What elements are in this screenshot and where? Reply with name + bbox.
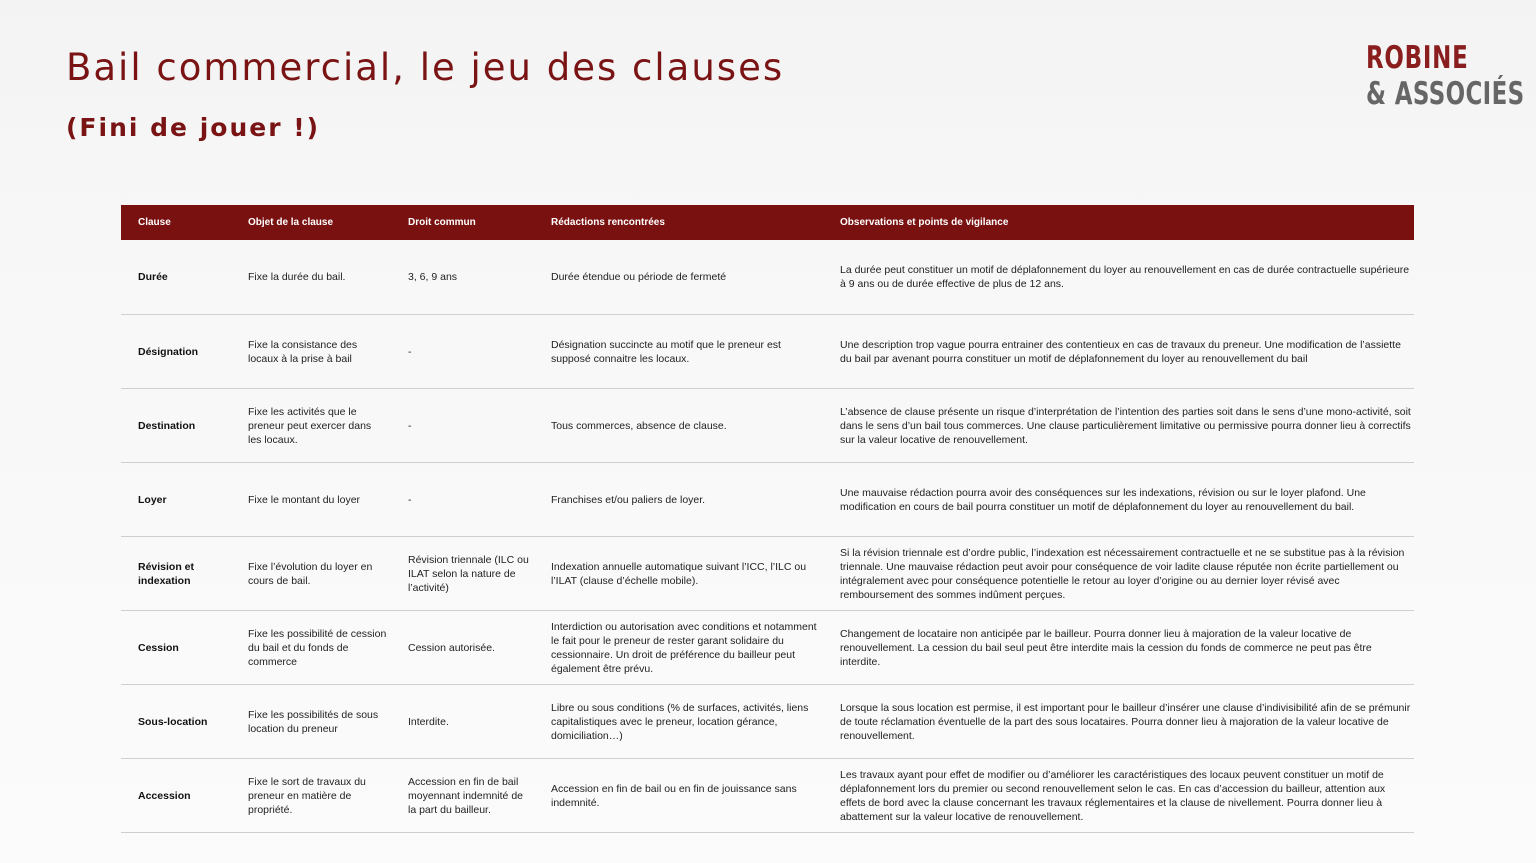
cell-objet: Fixe le sort de travaux du preneur en matière de propriété. — [231, 759, 391, 833]
cell-redactions: Franchises et/ou paliers de loyer. — [534, 463, 823, 537]
cell-objet: Fixe l’évolution du loyer en cours de bail. — [231, 537, 391, 611]
cell-observations: Les travaux ayant pour effet de modifier ou d’améliorer les caractéristiques des locaux peuvent constituer un motif de déplafonnement lors du premier ou second renouvellement selon le cas. En cas d’accession du bailleur, attention aux effets de bord avec la clause concernant les travaux réglementaires et la clause de nivellement. Pourra donner lieu à abattement sur la valeur locative de renouvellement. — [823, 759, 1414, 833]
cell-observations: Changement de locataire non anticipée par le bailleur. Pourra donner lieu à majoration de la valeur locative de renouvellement. La cession du bail seul peut être interdite mais la cession du fonds de commerce ne peut pas être interdite. — [823, 611, 1414, 685]
cell-objet: Fixe les activités que le preneur peut exercer dans les locaux. — [231, 389, 391, 463]
cell-objet: Fixe la consistance des locaux à la prise à bail — [231, 315, 391, 389]
logo-line-2: & ASSOCIÉS — [1366, 76, 1525, 112]
cell-droit-commun: - — [391, 389, 534, 463]
table-row — [121, 537, 1414, 611]
column-header-objet: Objet de la clause — [231, 205, 391, 240]
cell-redactions: Interdiction ou autorisation avec conditions et notamment le fait pour le preneur de rester garant solidaire du cessionnaire. Un droit de préférence du bailleur peut également être prévu. — [534, 611, 823, 685]
page-subtitle: (Fini de jouer !) — [66, 113, 321, 142]
table-row — [121, 463, 1414, 537]
cell-clause: Loyer — [121, 463, 231, 537]
cell-droit-commun: - — [391, 315, 534, 389]
cell-observations: La durée peut constituer un motif de déplafonnement du loyer au renouvellement en cas de durée contractuelle supérieure à 9 ans ou de durée effective de plus de 12 ans. — [823, 240, 1414, 315]
cell-clause: Cession — [121, 611, 231, 685]
page-title: Bail commercial, le jeu des clauses — [66, 46, 785, 89]
cell-clause: Accession — [121, 759, 231, 833]
table-row — [121, 685, 1414, 759]
table-header-row — [121, 205, 1414, 240]
cell-clause: Révision et indexation — [121, 537, 231, 611]
cell-redactions: Désignation succincte au motif que le preneur est supposé connaitre les locaux. — [534, 315, 823, 389]
clauses-table — [121, 205, 1414, 833]
table-row — [121, 389, 1414, 463]
logo-line-1: ROBINE — [1366, 40, 1469, 76]
cell-redactions: Durée étendue ou période de fermeté — [534, 240, 823, 315]
cell-observations: Si la révision triennale est d’ordre public, l’indexation est nécessairement contractuelle et ne se substitue pas à la révision triennale. Une mauvaise rédaction peut avoir pour conséquence de voir ladite clause réputée non écrite partiellement ou intégralement avec pour conséquence potentielle le retour au loyer d’origine ou au dernier loyer révisé avec remboursement des sommes indûment perçues. — [823, 537, 1414, 611]
table-row — [121, 315, 1414, 389]
cell-clause: Durée — [121, 240, 231, 315]
cell-droit-commun: 3, 6, 9 ans — [391, 240, 534, 315]
cell-objet: Fixe les possibilité de cession du bail et du fonds de commerce — [231, 611, 391, 685]
company-logo — [1366, 40, 1525, 112]
cell-objet: Fixe le montant du loyer — [231, 463, 391, 537]
cell-droit-commun: Cession autorisée. — [391, 611, 534, 685]
cell-redactions: Indexation annuelle automatique suivant l’ICC, l’ILC ou l’ILAT (clause d’échelle mobile). — [534, 537, 823, 611]
cell-clause: Destination — [121, 389, 231, 463]
column-header-droit-commun: Droit commun — [391, 205, 534, 240]
cell-objet: Fixe la durée du bail. — [231, 240, 391, 315]
cell-objet: Fixe les possibilités de sous location du preneur — [231, 685, 391, 759]
cell-droit-commun: - — [391, 463, 534, 537]
cell-droit-commun: Accession en fin de bail moyennant indemnité de la part du bailleur. — [391, 759, 534, 833]
cell-clause: Désignation — [121, 315, 231, 389]
cell-observations: L’absence de clause présente un risque d’interprétation de l’intention des parties soit dans le sens d’une mono-activité, soit dans le sens d’un bail tous commerces. Une clause particulièrement limitative ou permissive pourra donner lieu à correctifs sur la valeur locative de renouvellement. — [823, 389, 1414, 463]
cell-redactions: Libre ou sous conditions (% de surfaces, activités, liens capitalistiques avec le preneur, location gérance, domiciliation…) — [534, 685, 823, 759]
column-header-observations: Observations et points de vigilance — [823, 205, 1414, 240]
table-row — [121, 240, 1414, 315]
table-row — [121, 759, 1414, 833]
cell-redactions: Accession en fin de bail ou en fin de jouissance sans indemnité. — [534, 759, 823, 833]
cell-droit-commun: Interdite. — [391, 685, 534, 759]
column-header-clause: Clause — [121, 205, 231, 240]
cell-redactions: Tous commerces, absence de clause. — [534, 389, 823, 463]
cell-observations: Une description trop vague pourra entrainer des contentieux en cas de travaux du preneur. Une modification de l’assiette du bail par avenant pourra constituer un motif de déplafonnement du loyer au renouvellement du bail — [823, 315, 1414, 389]
cell-droit-commun: Révision triennale (ILC ou ILAT selon la nature de l’activité) — [391, 537, 534, 611]
table-row — [121, 611, 1414, 685]
cell-observations: Une mauvaise rédaction pourra avoir des conséquences sur les indexations, révision ou sur le loyer plafond. Une modification en cours de bail pourra constituer un motif de déplafonnement du loyer au renouvellement du bail. — [823, 463, 1414, 537]
cell-clause: Sous-location — [121, 685, 231, 759]
column-header-redactions: Rédactions rencontrées — [534, 205, 823, 240]
cell-observations: Lorsque la sous location est permise, il est important pour le bailleur d’insérer une clause d’indivisibilité afin de se prémunir de toute réclamation éventuelle de la part des sous locataires. Pourra donner lieu à majoration de la valeur locative de renouvellement. — [823, 685, 1414, 759]
